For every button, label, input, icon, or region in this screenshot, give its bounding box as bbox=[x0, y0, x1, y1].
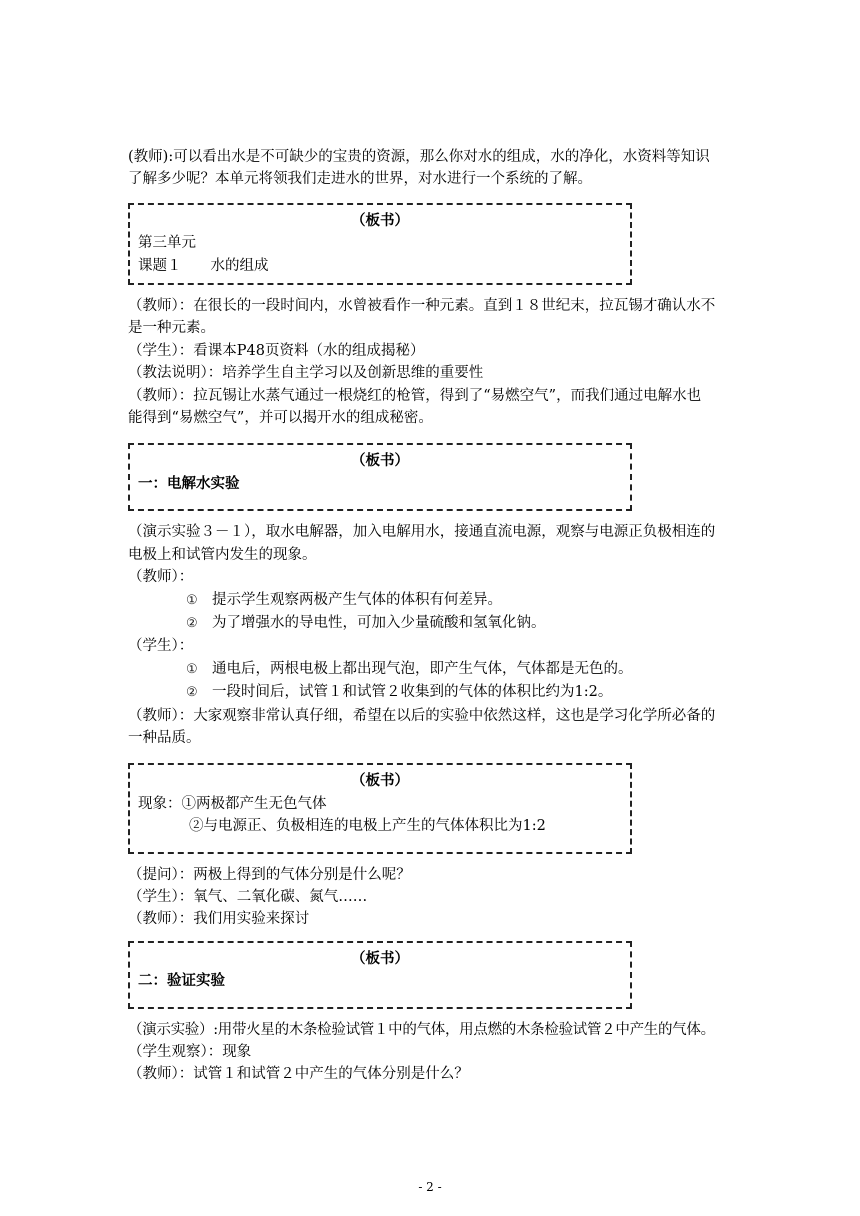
teacher-line: （教师）：拉瓦锡让水蒸气通过一根烧红的枪管，得到了“易燃空气”，而我们通过电解水也 bbox=[128, 387, 702, 404]
blackboard-box-3 bbox=[128, 763, 632, 853]
blackboard-title: （板书） bbox=[351, 211, 409, 229]
blackboard-box-1 bbox=[128, 203, 632, 285]
question-line: （提问）：两极上得到的气体分别是什么呢？ bbox=[128, 866, 411, 883]
teacher-line: 能得到“易燃空气”，并可以揭开水的组成秘密。 bbox=[128, 410, 433, 427]
item-number: ① bbox=[186, 661, 198, 677]
list-item bbox=[128, 658, 740, 681]
item-number: ② bbox=[186, 685, 198, 701]
item-text: 一段时间后，试管１和试管２收集到的气体的体积比约为1:2。 bbox=[212, 684, 613, 701]
demo-line: 电极上和试管内发生的现象。 bbox=[128, 546, 317, 563]
intro-line-1: (教师):可以看出水是不可缺少的宝贵的资源，那么你对水的组成，水的净化，水资料等知识 bbox=[128, 149, 710, 165]
phenomenon-line: ②与电源正、负极相连的电极上产生的气体体积比为1:2 bbox=[189, 818, 546, 835]
observation-line: （学生观察）：现象 bbox=[128, 1044, 252, 1060]
teacher-label: （教师）： bbox=[128, 569, 194, 586]
student-label: （学生）： bbox=[128, 638, 194, 655]
demo-line: （演示实验３－１），取水电解器，加入电解用水，接通直流电源，观察与电源正负极相连的 bbox=[128, 524, 716, 541]
blackboard-title: （板书） bbox=[351, 949, 409, 967]
section-heading: 二：验证实验 bbox=[138, 972, 225, 990]
student-line: （学生）：看课本P48页资料（水的组成揭秘） bbox=[128, 342, 425, 359]
blackboard-box-4 bbox=[128, 941, 632, 1009]
teacher-line: 一种品质。 bbox=[128, 729, 201, 746]
page-number: - 2 - bbox=[418, 1180, 442, 1194]
blackboard-title: （板书） bbox=[351, 452, 409, 470]
item-text: 通电后，两根电极上都出现气泡，即产生气体，气体都是无色的。 bbox=[212, 660, 633, 677]
item-number: ② bbox=[186, 615, 198, 631]
item-text: 提示学生观察两极产生气体的体积有何差异。 bbox=[212, 591, 502, 608]
intro-line-2: 了解多少呢？本单元将领我们走进水的世界，对水进行一个系统的了解。 bbox=[128, 171, 592, 188]
teacher-line: 是一种元素。 bbox=[128, 320, 215, 337]
teaching-note-line: （教法说明）：培养学生自主学习以及创新思维的重要性 bbox=[128, 365, 484, 382]
blackboard-box-2 bbox=[128, 443, 632, 511]
section-heading: 一：电解水实验 bbox=[138, 474, 240, 492]
list-item bbox=[128, 612, 740, 635]
teacher-line: （教师）：我们用实验来探讨 bbox=[128, 911, 310, 928]
item-number: ① bbox=[186, 592, 198, 608]
teacher-line: （教师）：大家观察非常认真仔细，希望在以后的实验中依然这样，这也是学习化学所必备的 bbox=[128, 707, 716, 724]
item-text: 为了增强水的导电性，可加入少量硫酸和氢氧化钠。 bbox=[212, 614, 546, 631]
phenomenon-line: 现象：①两极都产生无色气体 bbox=[138, 795, 327, 812]
teacher-line: （教师）：试管１和试管２中产生的气体分别是什么？ bbox=[128, 1066, 469, 1083]
blackboard-title: （板书） bbox=[351, 772, 409, 790]
teacher-line: （教师）：在很长的一段时间内，水曾被看作一种元素。直到１８世纪末，拉瓦锡才确认水不 bbox=[128, 298, 716, 315]
student-line: （学生）：氧气、二氧化碳、氮气…… bbox=[128, 888, 368, 905]
demo-line: （演示实验）:用带火星的木条检验试管１中的气体，用点燃的木条检验试管２中产生的气体。 bbox=[128, 1021, 715, 1038]
unit-title: 第三单元 bbox=[138, 235, 196, 252]
list-item bbox=[128, 589, 740, 612]
lesson-title: 课题１ 水的组成 bbox=[138, 257, 269, 274]
list-item bbox=[128, 681, 740, 704]
lesson-content bbox=[128, 146, 740, 1086]
